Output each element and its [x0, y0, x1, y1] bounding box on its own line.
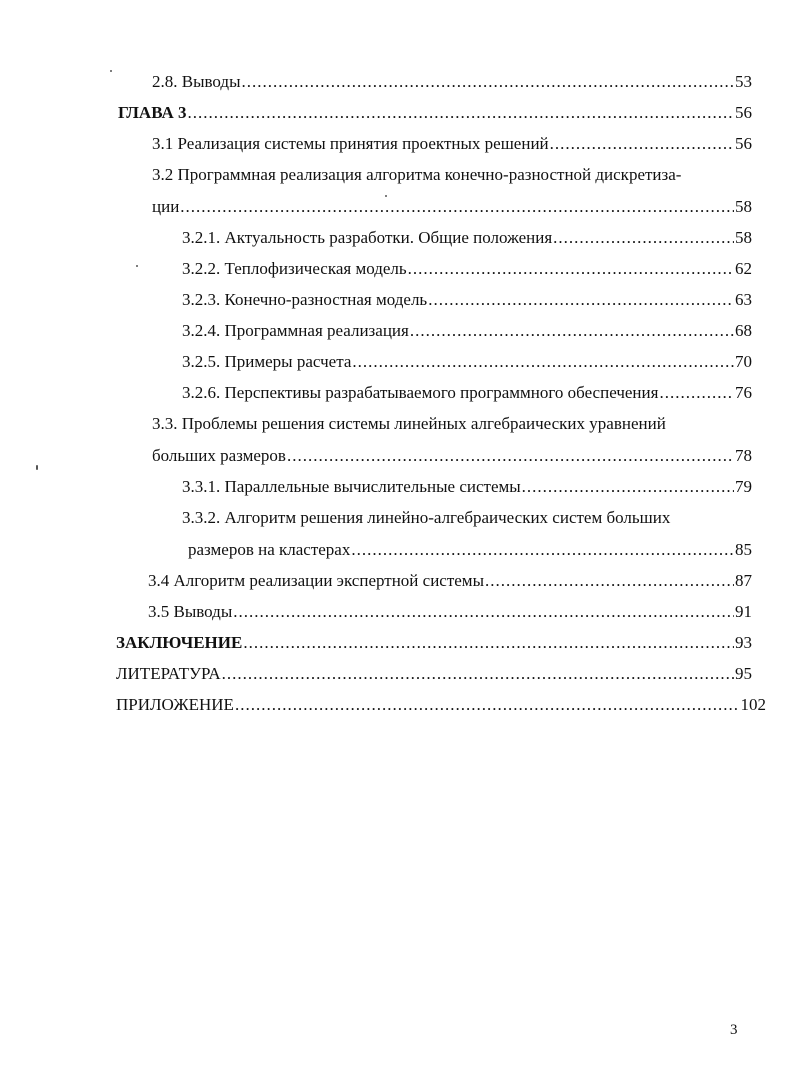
toc-leader-dots — [522, 477, 734, 497]
toc-entry-title: ГЛАВА 3 — [118, 103, 187, 122]
toc-entry-literature — [116, 664, 752, 684]
toc-entry-3-2-4 — [182, 321, 752, 341]
toc-entry-title: ПРИЛОЖЕНИЕ — [116, 695, 234, 714]
toc-entry-title: ЗАКЛЮЧЕНИЕ — [116, 633, 243, 652]
toc-entry-conclusion — [116, 633, 752, 653]
scan-speck — [385, 195, 387, 197]
toc-entry-title: 3.2.5. Примеры расчета — [182, 352, 352, 371]
toc-entry-title: 3.5 Выводы — [148, 602, 233, 621]
toc-leader-dots — [351, 540, 734, 560]
toc-entry-3-2-1 — [182, 228, 752, 248]
toc-entry-title: 3.2.3. Конечно-разностная модель — [182, 290, 428, 309]
toc-entry-page: 79 — [735, 477, 752, 496]
toc-entry-page: 85 — [735, 540, 752, 559]
toc-entry-title: 3.1 Реализация системы принятия проектных решений — [152, 134, 549, 153]
toc-leader-dots — [287, 446, 734, 466]
toc-entry-title: 3.3.1. Параллельные вычислительные системы — [182, 477, 521, 496]
toc-leader-dots — [410, 321, 734, 341]
toc-leader-dots — [553, 228, 734, 248]
toc-entry-3-2-5 — [182, 352, 752, 372]
toc-entry-3-1 — [152, 134, 752, 154]
toc-entry-3-3-line1: 3.3. Проблемы решения системы линейных алгебраических уравнений — [152, 414, 666, 433]
scan-speck — [136, 265, 138, 267]
toc-entry-page: 58 — [735, 228, 752, 247]
toc-entry-page: 93 — [735, 633, 752, 652]
toc-entry-3-3-2-line1: 3.3.2. Алгоритм решения линейно-алгебраических систем больших — [182, 508, 671, 527]
toc-entry-title: 3.2.6. Перспективы разрабатываемого программного обеспечения — [182, 383, 659, 402]
toc-entry-chapter-3 — [118, 103, 752, 123]
page-number: 3 — [730, 1022, 738, 1038]
toc-entry-title: 3.2.2. Теплофизическая модель — [182, 259, 407, 278]
toc-entry-3-2-line1: 3.2 Программная реализация алгоритма конечно-разностной дискретиза- — [152, 165, 682, 184]
toc-entry-page: 56 — [735, 134, 752, 153]
toc-entry-3-3-2 — [188, 540, 752, 560]
toc-leader-dots — [550, 134, 734, 154]
toc-entry-title: больших размеров — [152, 446, 286, 465]
toc-entry-page: 91 — [735, 602, 752, 621]
toc-entry-title: ции — [152, 197, 180, 216]
toc-entry-page: 102 — [740, 695, 766, 714]
toc-entry-3-2-6 — [182, 383, 752, 403]
toc-entry-title: ЛИТЕРАТУРА — [116, 664, 221, 683]
toc-entry-3-2 — [152, 197, 752, 217]
toc-entry-3-4 — [148, 571, 752, 591]
toc-leader-dots — [428, 290, 734, 310]
toc-entry-title: 2.8. Выводы — [152, 72, 241, 91]
toc-leader-dots — [180, 197, 734, 217]
toc-entry-appendix — [116, 695, 766, 715]
toc-leader-dots — [408, 259, 734, 279]
toc-entry-3-2-3 — [182, 290, 752, 310]
toc-leader-dots — [485, 571, 734, 591]
toc-entry-3-2-2 — [182, 259, 752, 279]
scan-speck — [110, 70, 112, 72]
toc-leader-dots — [242, 72, 734, 92]
toc-entry-page: 78 — [735, 446, 752, 465]
toc-entry-title: 3.4 Алгоритм реализации экспертной системы — [148, 571, 484, 590]
toc-entry-page: 95 — [735, 664, 752, 683]
toc-entry-title: 3.2.1. Актуальность разработки. Общие положения — [182, 228, 553, 247]
toc-leader-dots — [235, 695, 740, 715]
toc-entry-page: 63 — [735, 290, 752, 309]
toc-entry-page: 76 — [735, 383, 752, 402]
toc-entry-page: 62 — [735, 259, 752, 278]
toc-leader-dots — [222, 664, 734, 684]
toc-entry-3-3-1 — [182, 477, 752, 497]
toc-entry-title: размеров на кластерах — [188, 540, 351, 559]
toc-entry-3-3 — [152, 446, 752, 466]
toc-leader-dots — [188, 103, 735, 123]
toc-entry-title: 3.2.4. Программная реализация — [182, 321, 409, 340]
toc-leader-dots — [352, 352, 734, 372]
toc-entry-page: 70 — [735, 352, 752, 371]
toc-leader-dots — [243, 633, 734, 653]
toc-entry-page: 53 — [735, 72, 752, 91]
toc-entry-page: 87 — [735, 571, 752, 590]
toc-leader-dots — [659, 383, 734, 403]
toc-entry-page: 56 — [735, 103, 752, 122]
toc-leader-dots — [233, 602, 734, 622]
toc-entry-page: 68 — [735, 321, 752, 340]
scan-speck — [36, 465, 38, 470]
toc-entry-2-8 — [152, 72, 752, 92]
toc-entry-3-5 — [148, 602, 752, 622]
toc-entry-page: 58 — [735, 197, 752, 216]
